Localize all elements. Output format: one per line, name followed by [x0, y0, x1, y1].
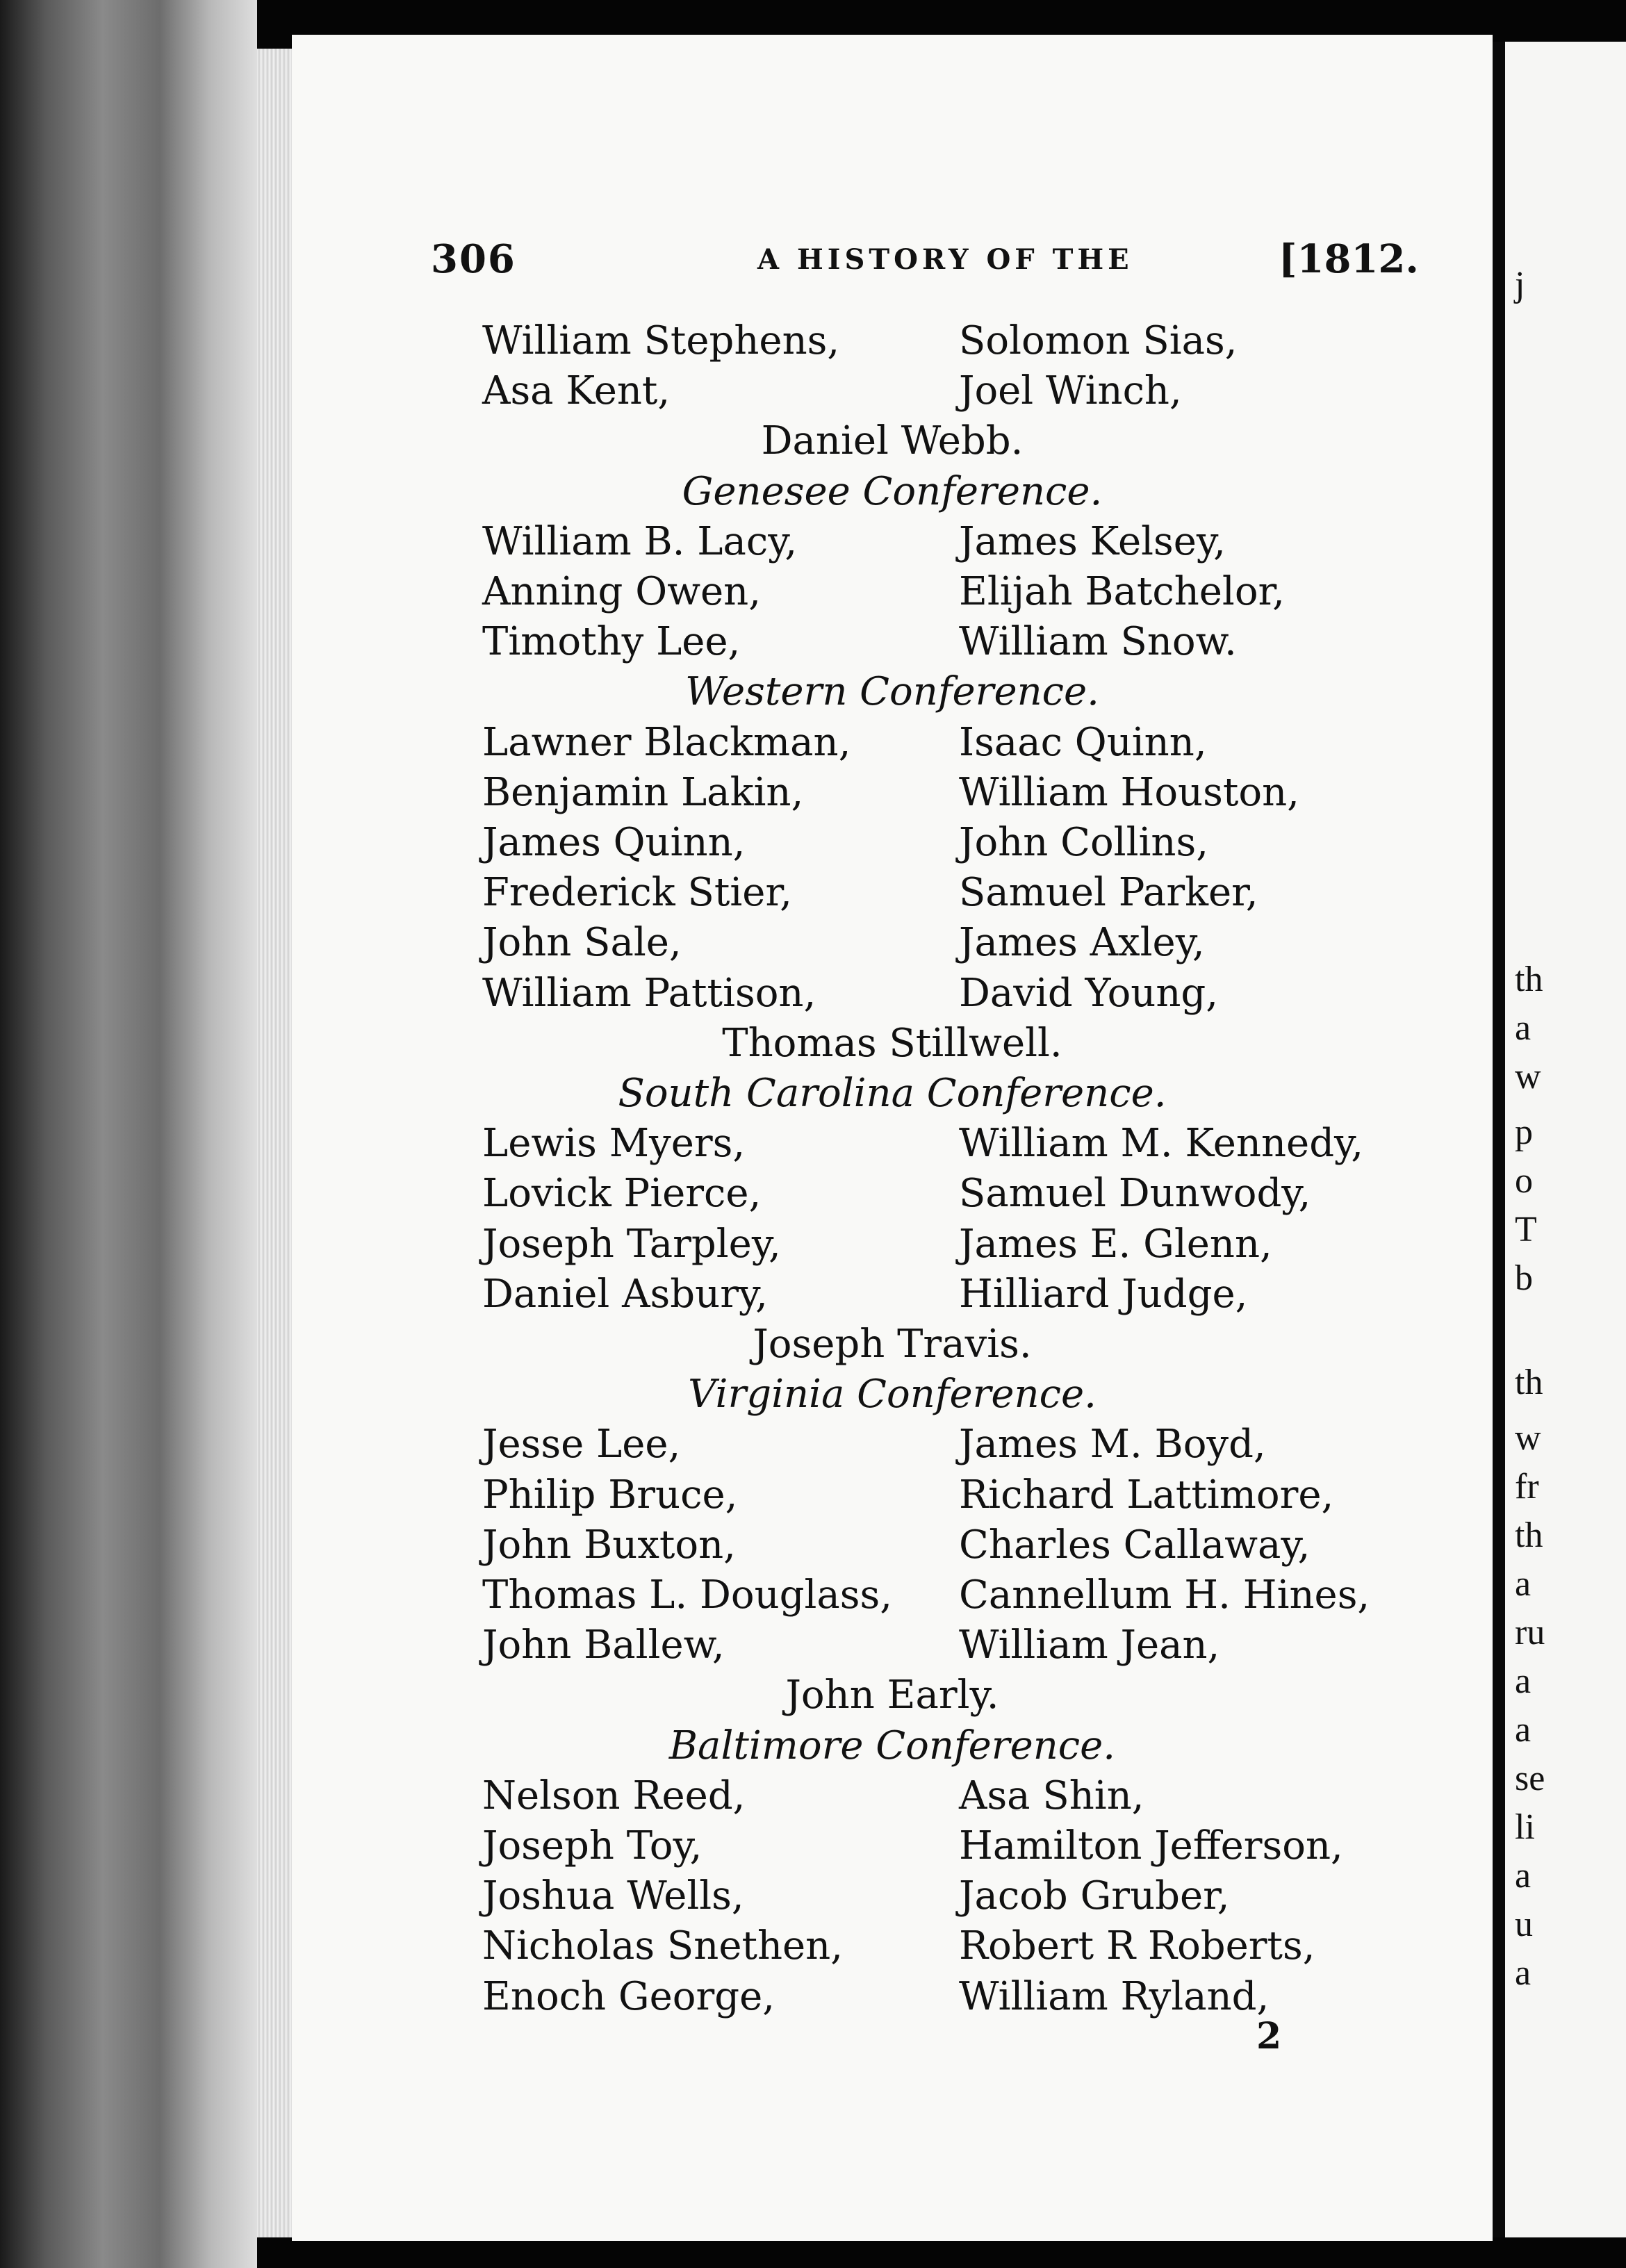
facing-page	[1505, 42, 1626, 2237]
facing-page-fragment: u	[1515, 1905, 1533, 1944]
facing-page-fragment: a	[1515, 1710, 1531, 1750]
book-spine	[0, 0, 257, 2268]
name-right: Isaac Quinn,	[959, 720, 1207, 765]
name-left: Nicholas Snethen,	[482, 1923, 844, 1969]
name-right: Richard Lattimore,	[959, 1472, 1334, 1518]
name-left: Lawner Blackman,	[482, 720, 851, 765]
name-left: Anning Owen,	[482, 569, 762, 614]
name-left: James Quinn,	[482, 820, 746, 865]
facing-page-fragment: ru	[1515, 1613, 1545, 1652]
name-right: Hilliard Judge,	[959, 1272, 1248, 1317]
conference-heading: Virginia Conference.	[688, 1372, 1097, 1417]
name-right: Hamilton Jefferson,	[959, 1823, 1343, 1868]
running-title: A HISTORY OF THE	[757, 243, 1133, 276]
name-left: Frederick Stier,	[482, 870, 792, 915]
centered-name: Daniel Webb.	[761, 418, 1024, 463]
name-right: Robert R Roberts,	[959, 1923, 1315, 1969]
facing-page-fragment: w	[1515, 1057, 1541, 1096]
facing-page-fragment: w	[1515, 1418, 1541, 1458]
name-right: Samuel Dunwody,	[959, 1171, 1311, 1216]
facing-page-fragment: li	[1515, 1807, 1535, 1847]
name-right: William Ryland,	[959, 1974, 1270, 2019]
name-left: William Pattison,	[482, 971, 816, 1016]
name-right: David Young,	[959, 971, 1219, 1016]
page-gutter	[1493, 42, 1505, 2237]
name-right: William Houston,	[959, 770, 1299, 815]
facing-page-fragment: b	[1515, 1258, 1533, 1298]
conference-heading: Western Conference.	[685, 669, 1099, 714]
name-left: Jesse Lee,	[482, 1422, 681, 1467]
name-right: Charles Callaway,	[959, 1522, 1311, 1568]
facing-page-fragment: a	[1515, 1661, 1531, 1701]
name-left: John Buxton,	[482, 1522, 736, 1568]
name-left: Lewis Myers,	[482, 1121, 746, 1166]
facing-page-fragment: th	[1515, 1363, 1543, 1402]
name-left: John Sale,	[482, 920, 682, 965]
facing-page-fragment: a	[1515, 1953, 1531, 1993]
name-left: Joseph Toy,	[482, 1823, 703, 1868]
facing-page-fragment: a	[1515, 1564, 1531, 1604]
name-left: Joseph Tarpley,	[482, 1222, 781, 1267]
centered-name: Thomas Stillwell.	[722, 1021, 1062, 1066]
name-right: James M. Boyd,	[959, 1422, 1266, 1467]
facing-page-fragment: th	[1515, 960, 1543, 999]
name-left: William B. Lacy,	[482, 519, 798, 564]
name-left: Joshua Wells,	[482, 1873, 744, 1918]
name-right: Asa Shin,	[959, 1773, 1144, 1818]
centered-name: Joseph Travis.	[753, 1322, 1032, 1367]
name-left: John Ballew,	[482, 1622, 725, 1668]
facing-page-fragment: se	[1515, 1759, 1545, 1798]
conference-heading: South Carolina Conference.	[618, 1071, 1167, 1116]
name-right: Solomon Sias,	[959, 318, 1238, 363]
name-right: Samuel Parker,	[959, 870, 1258, 915]
facing-page-fragment: p	[1515, 1112, 1533, 1152]
name-right: Cannellum H. Hines,	[959, 1572, 1370, 1618]
name-right: John Collins,	[959, 820, 1208, 865]
name-right: James Axley,	[959, 920, 1205, 965]
facing-page-fragment: j	[1515, 265, 1525, 304]
name-right: William Jean,	[959, 1622, 1220, 1668]
signature-mark: 2	[1256, 2015, 1282, 2057]
name-left: Timothy Lee,	[482, 619, 741, 664]
name-right: Elijah Batchelor,	[959, 569, 1285, 614]
conference-heading: Genesee Conference.	[682, 469, 1103, 514]
name-right: William M. Kennedy,	[959, 1121, 1364, 1166]
name-right: James E. Glenn,	[959, 1222, 1272, 1267]
name-left: Enoch George,	[482, 1974, 775, 2019]
name-left: Daniel Asbury,	[482, 1272, 768, 1317]
name-left: Nelson Reed,	[482, 1773, 746, 1818]
facing-page-fragment: fr	[1515, 1467, 1539, 1506]
name-right: James Kelsey,	[959, 519, 1226, 564]
name-right: Jacob Gruber,	[959, 1873, 1230, 1918]
name-left: Lovick Pierce,	[482, 1171, 762, 1216]
name-left: Thomas L. Douglass,	[482, 1572, 893, 1618]
name-left: Asa Kent,	[482, 368, 671, 413]
conference-heading: Baltimore Conference.	[668, 1723, 1116, 1768]
name-right: Joel Winch,	[959, 368, 1182, 413]
name-left: William Stephens,	[482, 318, 840, 363]
facing-page-fragment: th	[1515, 1515, 1543, 1555]
name-right: William Snow.	[959, 619, 1237, 664]
facing-page-fragment: o	[1515, 1161, 1533, 1201]
name-left: Benjamin Lakin,	[482, 770, 804, 815]
facing-page-fragment: a	[1515, 1856, 1531, 1896]
centered-name: John Early.	[785, 1673, 999, 1718]
facing-page-fragment: T	[1515, 1210, 1537, 1249]
facing-page-fragment: a	[1515, 1008, 1531, 1048]
page-number: 306	[431, 236, 516, 282]
running-year: [1812.	[1279, 236, 1419, 282]
name-left: Philip Bruce,	[482, 1472, 738, 1518]
